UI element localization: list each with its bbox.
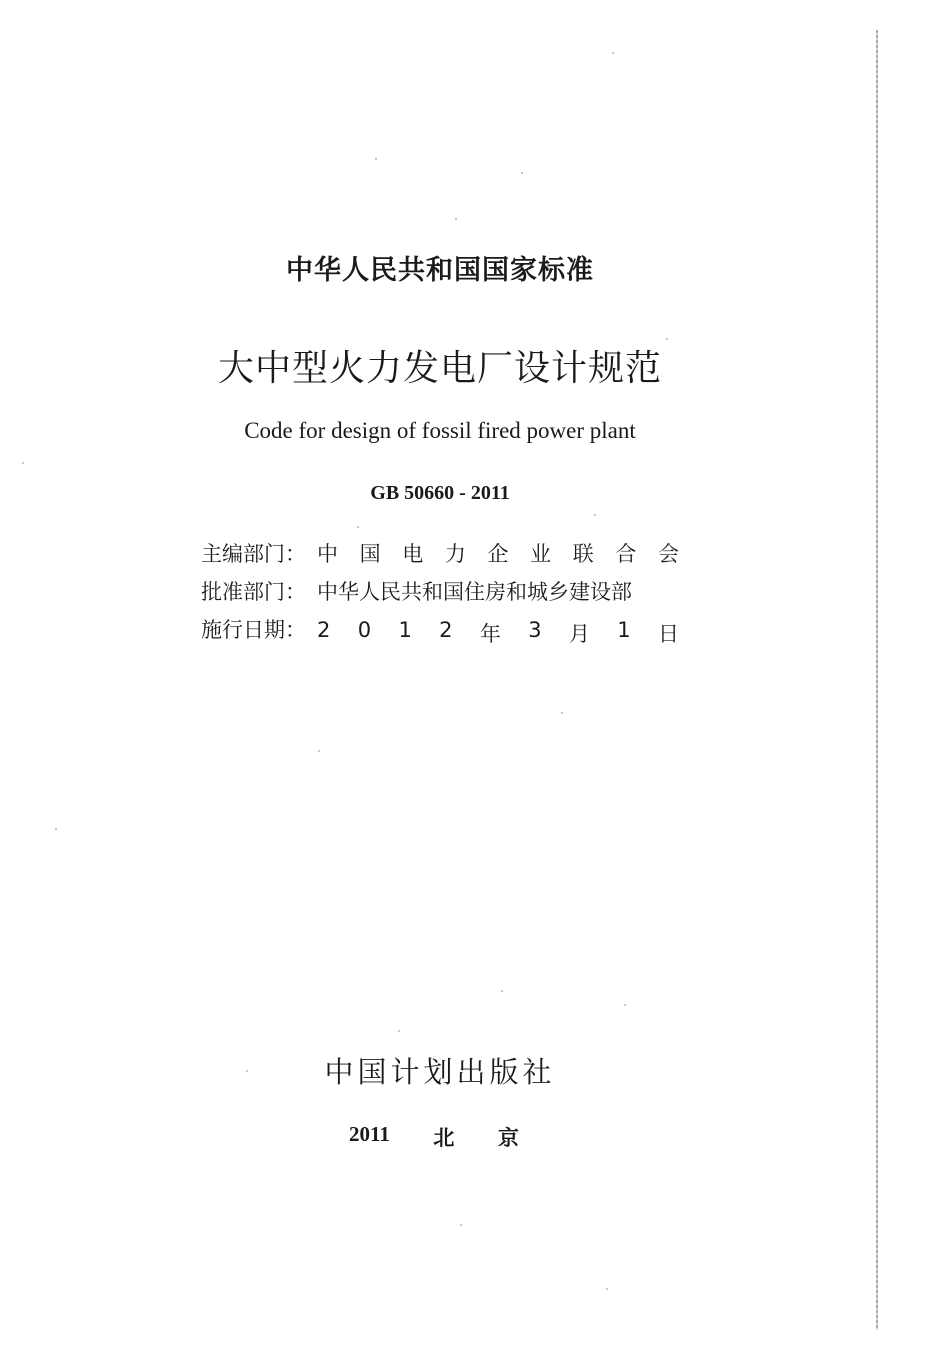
effective-date-char: 1 — [617, 618, 631, 642]
effective-date-char: 日 — [658, 622, 679, 646]
effective-date-char: 1 — [398, 618, 412, 642]
scan-speck — [357, 526, 359, 528]
effective-date-char: 3 — [528, 618, 542, 642]
publication-city-char: 京 — [498, 1126, 519, 1150]
scan-speck — [318, 750, 320, 752]
chief-editor-char: 电 — [402, 542, 424, 566]
scan-speck — [460, 1224, 462, 1226]
chief-editor-label: 主编部门： — [201, 542, 306, 566]
approver-text: 中华人民共和国住房和城乡建设部 — [317, 580, 632, 604]
effective-date-char: 月 — [568, 622, 590, 646]
scan-speck — [606, 1288, 608, 1290]
chief-editor-char: 业 — [530, 542, 552, 566]
publisher-name: 中国计划出版社 — [324, 1055, 556, 1089]
publication-year: 2011 — [349, 1122, 390, 1146]
effective-date-row — [201, 614, 681, 652]
chief-editor-char: 联 — [572, 542, 594, 566]
chief-editor-char: 企 — [487, 542, 509, 566]
effective-date-char: 2 — [317, 618, 331, 642]
document-title-english: Code for design of fossil fired power plant — [244, 418, 636, 443]
chief-editor-row — [201, 538, 681, 576]
document-title-chinese: 大中型火力发电厂设计规范 — [217, 348, 662, 389]
publication-city-char: 北 — [433, 1126, 455, 1150]
chief-editor-char: 国 — [359, 542, 381, 566]
scan-speck — [375, 158, 377, 160]
chief-editor-char: 力 — [444, 542, 466, 566]
standard-series-heading: 中华人民共和国国家标准 — [286, 255, 594, 286]
scan-speck — [22, 462, 24, 464]
publication-place-line — [349, 1122, 519, 1152]
effective-date-label: 施行日期： — [201, 618, 306, 642]
scan-speck — [521, 172, 523, 174]
chief-editor-char: 合 — [615, 542, 637, 566]
approver-label: 批准部门： — [201, 580, 306, 604]
scan-speck — [561, 712, 563, 714]
chief-editor-char: 会 — [658, 542, 679, 566]
chief-editor-value — [317, 538, 679, 568]
publication-info-block — [201, 538, 681, 652]
chief-editor-char: 中 — [317, 542, 338, 566]
approver-row — [201, 576, 681, 614]
scan-speck — [624, 1004, 626, 1006]
scan-speck — [398, 1030, 400, 1032]
scan-speck — [501, 990, 503, 992]
effective-date-char: 年 — [479, 622, 501, 646]
effective-date-value — [317, 618, 679, 648]
scan-edge-line — [876, 30, 878, 1330]
scan-speck — [455, 218, 457, 220]
effective-date-char: 2 — [439, 618, 453, 642]
effective-date-char: 0 — [357, 618, 372, 642]
scan-speck — [55, 828, 57, 830]
scan-speck — [594, 514, 596, 516]
standard-code-number: GB 50660 - 2011 — [370, 482, 510, 504]
scan-speck — [612, 52, 614, 54]
approver-value — [317, 576, 679, 606]
